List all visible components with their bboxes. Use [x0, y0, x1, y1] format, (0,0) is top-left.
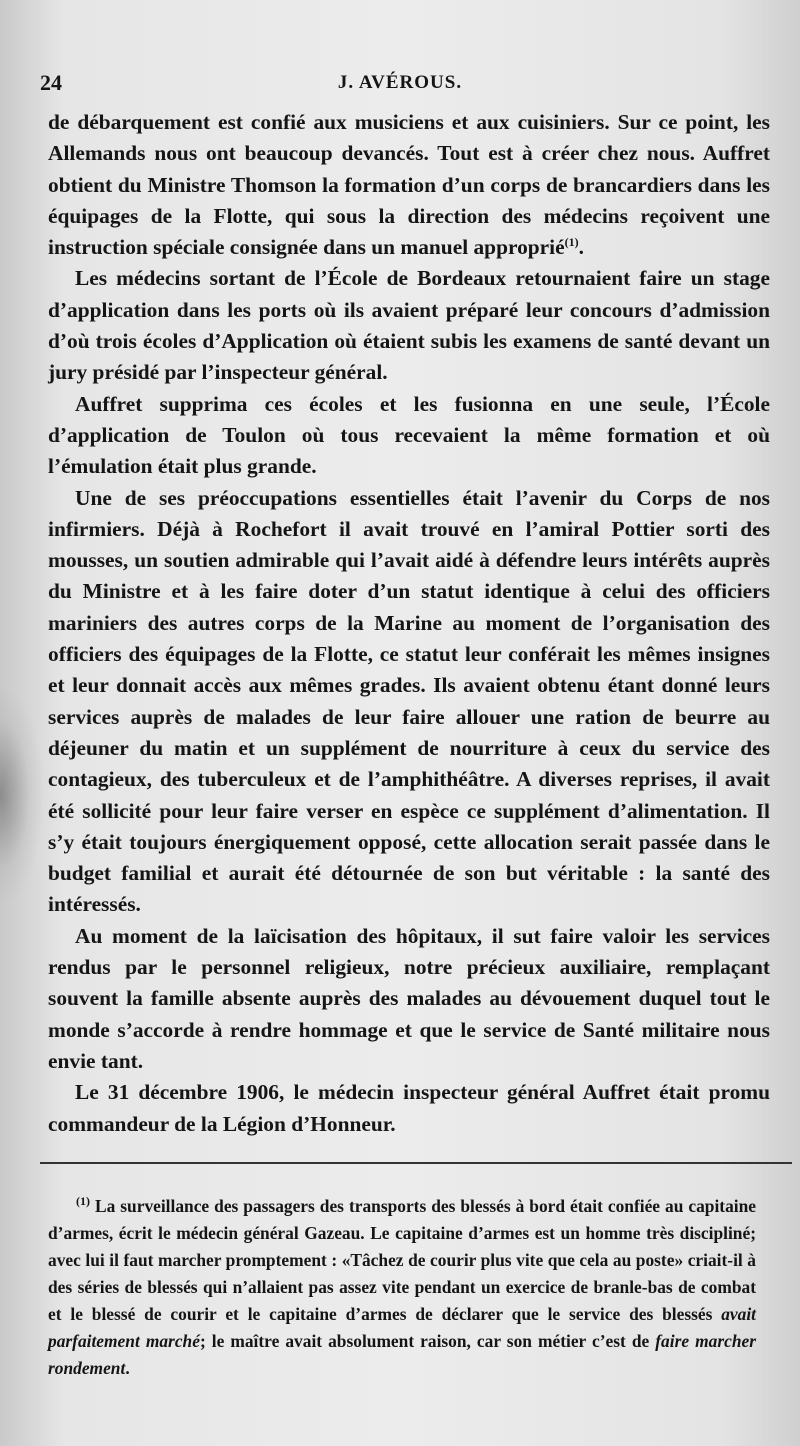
footnote-marker: (1): [76, 1194, 90, 1209]
footnote-separator: [40, 1162, 792, 1164]
paragraph-6: Le 31 décembre 1906, le médecin inspecteur général Auffret était promu commandeur de la Légion d’Honneur.: [48, 1080, 770, 1136]
footnote-italic-1: avait parfaitement marché: [48, 1304, 756, 1351]
footnote-text-b: ; le maître avait absolument raison, car son métier c’est de: [199, 1331, 656, 1351]
main-text: [48, 107, 770, 1140]
footnote: [48, 1193, 756, 1382]
page-number: 24: [40, 70, 62, 95]
paragraph-4: Une de ses préoccupations essentielles était l’avenir du Corps de nos infirmiers. Déjà à Rochefort il avait trouvé en l’amiral Pottier sorti des mousses, un soutien admirable qui l’avait aidé à défendre leurs intérêts auprès du Ministre et à les faire doter d’un statut identique à celui des officiers mariniers des autres corps de la Marine au moment de l’organisation des officiers des équipages de la Flotte, ce statut leur conférait les mêmes insignes et leur donnait accès aux mêmes grades. Ils avaient obtenu étant donné leurs services auprès de malades de leur faire allouer une ration de beurre au déjeuner du matin et un supplément de nourriture à ceux du service des contagieux, des tuberculeux et de l’amphithéâtre. A diverses reprises, il avait été sollicité pour leur faire verser en espèce ce supplément d’alimentation. Il s’y était toujours énergiquement opposé, cette allocation serait passée dans le budget familial et aurait été détournée de son but véritable : la santé des intéressés.: [48, 485, 770, 917]
binding-shadow: [0, 690, 42, 900]
page-header: [0, 70, 800, 100]
running-head: J. AVÉROUS.: [337, 72, 463, 93]
paragraph-5: Au moment de la laïcisation des hôpitaux, il sut faire valoir les services rendus par le personnel religieux, notre précieux auxiliaire, remplaçant souvent la famille absente auprès des malades au dévouement duquel tout le monde s’accorde à rendre hommage et que le service de Santé militaire nous envie tant.: [48, 923, 770, 1073]
paragraph-1: [48, 107, 770, 263]
paragraph-3: Auffret supprima ces écoles et les fusionna en une seule, l’École d’application de Toulon où tous recevaient la même formation et où l’émulation était plus grande.: [48, 391, 770, 479]
footnote-paragraph: [48, 1193, 756, 1382]
footnote-italic-2: faire marcher rondement: [48, 1331, 756, 1378]
footnote-text-a: La surveillance des passagers des transports des blessés à bord était confiée au capitaine d’armes, écrit le médecin général Gazeau. Le capitaine d’armes est un homme très discipliné; avec lui il faut marcher promptement : «Tâchez de courir plus vite que cela au poste» criait-il à des séries de blessés qui n’allaient pas assez vite pendant un exercice de branle-bas de combat et le blessé de courir et le capitaine d’armes de déclarer que le service des blessés: [48, 1196, 756, 1324]
footnote-text-c: .: [125, 1358, 130, 1378]
paragraph-1-end: .: [578, 235, 584, 260]
footnote-reference: (1): [564, 235, 579, 250]
paragraph-2: Les médecins sortant de l’École de Bordeaux retournaient faire un stage d’application dans les ports où ils avaient préparé leur concours d’admission d’où trois écoles d’Application où étaient subis les examens de santé devant un jury présidé par l’inspecteur général.: [48, 266, 770, 385]
paragraph-1-text: de débarquement est confié aux musiciens et aux cuisiniers. Sur ce point, les Allemands nous ont beaucoup devancés. Tout est à créer chez nous. Auffret obtient du Ministre Thomson la formation d’un corps de brancardiers dans les équipages de la Flotte, qui sous la direction des médecins reçoivent une instruction spéciale consignée dans un manuel approprié: [48, 110, 770, 260]
